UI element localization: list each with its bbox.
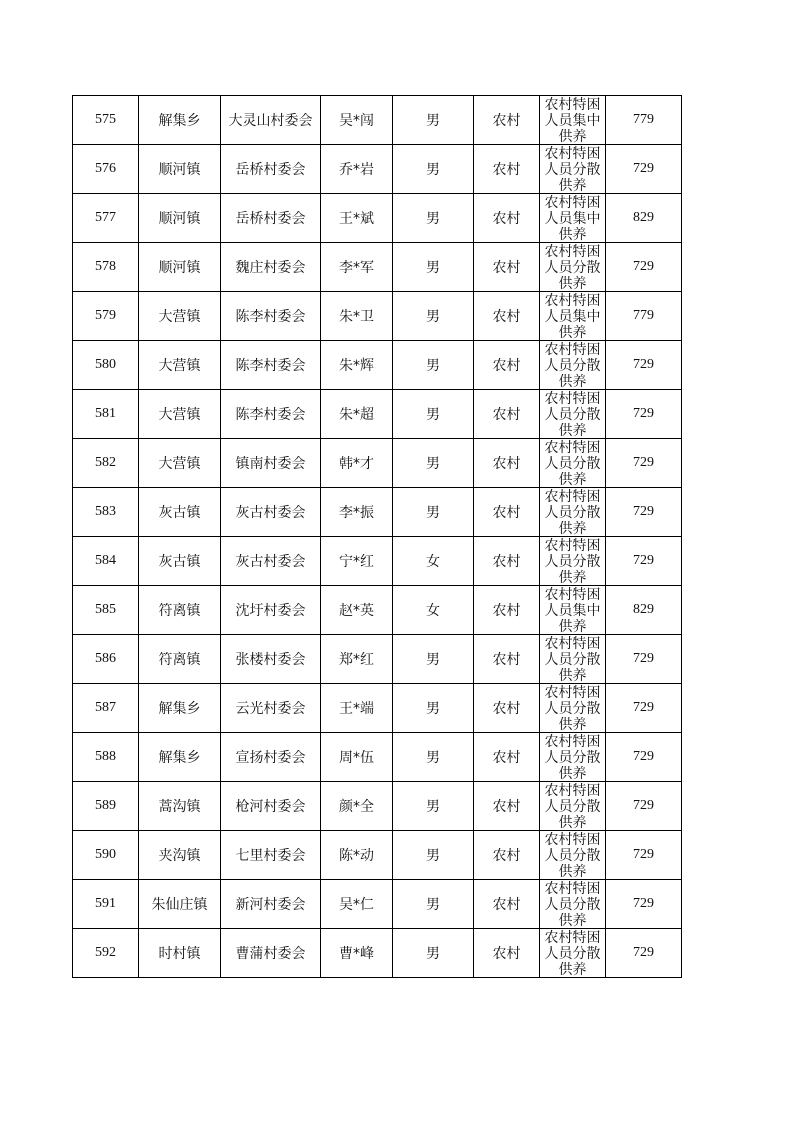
cell-area: 农村 xyxy=(474,96,540,145)
cell-amount: 729 xyxy=(606,880,682,929)
cell-person-name: 李*军 xyxy=(321,243,393,292)
cell-area: 农村 xyxy=(474,782,540,831)
cell-amount: 729 xyxy=(606,390,682,439)
cell-village-committee: 镇南村委会 xyxy=(221,439,321,488)
support-type-text: 农村特困人员分散供养 xyxy=(544,440,601,487)
cell-person-name: 韩*才 xyxy=(321,439,393,488)
cell-village-committee: 云光村委会 xyxy=(221,684,321,733)
table-row xyxy=(73,243,682,292)
cell-person-name: 陈*动 xyxy=(321,831,393,880)
cell-serial-number: 577 xyxy=(73,194,139,243)
cell-serial-number: 582 xyxy=(73,439,139,488)
cell-support-type xyxy=(540,243,606,292)
cell-town: 解集乡 xyxy=(139,733,221,782)
table-row xyxy=(73,292,682,341)
cell-village-committee: 枪河村委会 xyxy=(221,782,321,831)
cell-town: 大营镇 xyxy=(139,439,221,488)
cell-area: 农村 xyxy=(474,635,540,684)
support-type-text: 农村特困人员分散供养 xyxy=(544,391,601,438)
support-type-text: 农村特困人员集中供养 xyxy=(544,195,601,242)
cell-gender: 男 xyxy=(393,831,474,880)
support-type-text: 农村特困人员集中供养 xyxy=(544,587,601,634)
cell-amount: 779 xyxy=(606,96,682,145)
cell-gender: 男 xyxy=(393,880,474,929)
cell-support-type xyxy=(540,292,606,341)
cell-amount: 729 xyxy=(606,733,682,782)
cell-serial-number: 591 xyxy=(73,880,139,929)
table-row xyxy=(73,782,682,831)
cell-person-name: 郑*红 xyxy=(321,635,393,684)
table-row xyxy=(73,341,682,390)
cell-serial-number: 592 xyxy=(73,929,139,978)
support-type-text: 农村特困人员集中供养 xyxy=(544,97,601,144)
cell-support-type xyxy=(540,145,606,194)
cell-support-type xyxy=(540,390,606,439)
cell-town: 灰古镇 xyxy=(139,537,221,586)
table-row xyxy=(73,684,682,733)
cell-amount: 729 xyxy=(606,635,682,684)
support-type-text: 农村特困人员分散供养 xyxy=(544,146,601,193)
cell-gender: 男 xyxy=(393,782,474,831)
cell-town: 大营镇 xyxy=(139,341,221,390)
support-type-text: 农村特困人员分散供养 xyxy=(544,734,601,781)
cell-village-committee: 灰古村委会 xyxy=(221,537,321,586)
support-type-text: 农村特困人员分散供养 xyxy=(544,342,601,389)
cell-serial-number: 587 xyxy=(73,684,139,733)
cell-support-type xyxy=(540,537,606,586)
records-table xyxy=(72,95,682,978)
cell-amount: 729 xyxy=(606,439,682,488)
cell-area: 农村 xyxy=(474,537,540,586)
data-sheet xyxy=(72,95,682,978)
cell-serial-number: 579 xyxy=(73,292,139,341)
cell-town: 朱仙庄镇 xyxy=(139,880,221,929)
cell-person-name: 李*振 xyxy=(321,488,393,537)
cell-support-type xyxy=(540,488,606,537)
cell-support-type xyxy=(540,684,606,733)
cell-person-name: 吴*闯 xyxy=(321,96,393,145)
cell-serial-number: 578 xyxy=(73,243,139,292)
cell-area: 农村 xyxy=(474,831,540,880)
cell-area: 农村 xyxy=(474,341,540,390)
cell-town: 大营镇 xyxy=(139,390,221,439)
cell-village-committee: 魏庄村委会 xyxy=(221,243,321,292)
cell-area: 农村 xyxy=(474,488,540,537)
cell-serial-number: 589 xyxy=(73,782,139,831)
cell-serial-number: 580 xyxy=(73,341,139,390)
cell-person-name: 王*端 xyxy=(321,684,393,733)
table-row xyxy=(73,439,682,488)
cell-amount: 729 xyxy=(606,145,682,194)
table-row xyxy=(73,390,682,439)
cell-village-committee: 陈李村委会 xyxy=(221,292,321,341)
support-type-text: 农村特困人员分散供养 xyxy=(544,244,601,291)
cell-gender: 男 xyxy=(393,292,474,341)
cell-gender: 男 xyxy=(393,194,474,243)
table-row xyxy=(73,880,682,929)
support-type-text: 农村特困人员分散供养 xyxy=(544,881,601,928)
cell-village-committee: 曹蒲村委会 xyxy=(221,929,321,978)
cell-area: 农村 xyxy=(474,733,540,782)
table-row xyxy=(73,537,682,586)
cell-gender: 男 xyxy=(393,733,474,782)
cell-serial-number: 575 xyxy=(73,96,139,145)
cell-gender: 男 xyxy=(393,96,474,145)
cell-amount: 729 xyxy=(606,929,682,978)
table-row xyxy=(73,831,682,880)
cell-village-committee: 岳桥村委会 xyxy=(221,145,321,194)
cell-area: 农村 xyxy=(474,880,540,929)
cell-person-name: 朱*卫 xyxy=(321,292,393,341)
support-type-text: 农村特困人员分散供养 xyxy=(544,832,601,879)
cell-amount: 729 xyxy=(606,537,682,586)
cell-town: 顺河镇 xyxy=(139,243,221,292)
cell-amount: 729 xyxy=(606,341,682,390)
cell-person-name: 宁*红 xyxy=(321,537,393,586)
table-row xyxy=(73,733,682,782)
support-type-text: 农村特困人员分散供养 xyxy=(544,783,601,830)
cell-person-name: 王*斌 xyxy=(321,194,393,243)
cell-town: 大营镇 xyxy=(139,292,221,341)
cell-area: 农村 xyxy=(474,390,540,439)
cell-amount: 729 xyxy=(606,488,682,537)
cell-gender: 男 xyxy=(393,145,474,194)
cell-village-committee: 七里村委会 xyxy=(221,831,321,880)
cell-town: 蒿沟镇 xyxy=(139,782,221,831)
table-row xyxy=(73,96,682,145)
cell-person-name: 颜*全 xyxy=(321,782,393,831)
cell-gender: 男 xyxy=(393,439,474,488)
cell-amount: 829 xyxy=(606,194,682,243)
cell-town: 解集乡 xyxy=(139,96,221,145)
table-row xyxy=(73,194,682,243)
cell-area: 农村 xyxy=(474,586,540,635)
cell-amount: 729 xyxy=(606,243,682,292)
cell-village-committee: 新河村委会 xyxy=(221,880,321,929)
cell-town: 夹沟镇 xyxy=(139,831,221,880)
cell-person-name: 赵*英 xyxy=(321,586,393,635)
cell-serial-number: 584 xyxy=(73,537,139,586)
cell-gender: 男 xyxy=(393,684,474,733)
cell-gender: 男 xyxy=(393,390,474,439)
cell-gender: 男 xyxy=(393,929,474,978)
cell-area: 农村 xyxy=(474,929,540,978)
support-type-text: 农村特困人员集中供养 xyxy=(544,293,601,340)
cell-amount: 729 xyxy=(606,831,682,880)
table-row xyxy=(73,635,682,684)
cell-support-type xyxy=(540,586,606,635)
cell-amount: 829 xyxy=(606,586,682,635)
cell-town: 顺河镇 xyxy=(139,145,221,194)
cell-support-type xyxy=(540,733,606,782)
table-row xyxy=(73,145,682,194)
cell-person-name: 朱*辉 xyxy=(321,341,393,390)
cell-village-committee: 张楼村委会 xyxy=(221,635,321,684)
cell-area: 农村 xyxy=(474,684,540,733)
cell-amount: 729 xyxy=(606,782,682,831)
cell-support-type xyxy=(540,96,606,145)
cell-person-name: 吴*仁 xyxy=(321,880,393,929)
cell-village-committee: 沈圩村委会 xyxy=(221,586,321,635)
support-type-text: 农村特困人员分散供养 xyxy=(544,685,601,732)
cell-serial-number: 590 xyxy=(73,831,139,880)
records-table-body xyxy=(73,96,682,978)
cell-gender: 男 xyxy=(393,488,474,537)
support-type-text: 农村特困人员分散供养 xyxy=(544,636,601,683)
cell-person-name: 周*伍 xyxy=(321,733,393,782)
cell-village-committee: 陈李村委会 xyxy=(221,341,321,390)
cell-village-committee: 灰古村委会 xyxy=(221,488,321,537)
cell-town: 解集乡 xyxy=(139,684,221,733)
cell-area: 农村 xyxy=(474,292,540,341)
cell-person-name: 曹*峰 xyxy=(321,929,393,978)
table-row xyxy=(73,586,682,635)
cell-gender: 男 xyxy=(393,341,474,390)
cell-serial-number: 588 xyxy=(73,733,139,782)
cell-village-committee: 宣扬村委会 xyxy=(221,733,321,782)
cell-town: 符离镇 xyxy=(139,586,221,635)
cell-serial-number: 585 xyxy=(73,586,139,635)
cell-area: 农村 xyxy=(474,243,540,292)
cell-area: 农村 xyxy=(474,145,540,194)
table-row xyxy=(73,929,682,978)
cell-person-name: 朱*超 xyxy=(321,390,393,439)
cell-gender: 男 xyxy=(393,243,474,292)
cell-support-type xyxy=(540,194,606,243)
cell-gender: 女 xyxy=(393,537,474,586)
cell-area: 农村 xyxy=(474,194,540,243)
support-type-text: 农村特困人员分散供养 xyxy=(544,489,601,536)
cell-village-committee: 陈李村委会 xyxy=(221,390,321,439)
cell-town: 顺河镇 xyxy=(139,194,221,243)
support-type-text: 农村特困人员分散供养 xyxy=(544,538,601,585)
cell-serial-number: 581 xyxy=(73,390,139,439)
cell-support-type xyxy=(540,341,606,390)
cell-serial-number: 576 xyxy=(73,145,139,194)
cell-support-type xyxy=(540,782,606,831)
cell-town: 时村镇 xyxy=(139,929,221,978)
cell-gender: 男 xyxy=(393,635,474,684)
cell-person-name: 乔*岩 xyxy=(321,145,393,194)
cell-support-type xyxy=(540,831,606,880)
support-type-text: 农村特困人员分散供养 xyxy=(544,930,601,977)
cell-support-type xyxy=(540,929,606,978)
cell-amount: 779 xyxy=(606,292,682,341)
cell-gender: 女 xyxy=(393,586,474,635)
cell-support-type xyxy=(540,880,606,929)
cell-town: 符离镇 xyxy=(139,635,221,684)
cell-serial-number: 583 xyxy=(73,488,139,537)
cell-village-committee: 岳桥村委会 xyxy=(221,194,321,243)
cell-serial-number: 586 xyxy=(73,635,139,684)
cell-support-type xyxy=(540,635,606,684)
cell-area: 农村 xyxy=(474,439,540,488)
cell-amount: 729 xyxy=(606,684,682,733)
cell-town: 灰古镇 xyxy=(139,488,221,537)
table-row xyxy=(73,488,682,537)
cell-support-type xyxy=(540,439,606,488)
cell-village-committee: 大灵山村委会 xyxy=(221,96,321,145)
